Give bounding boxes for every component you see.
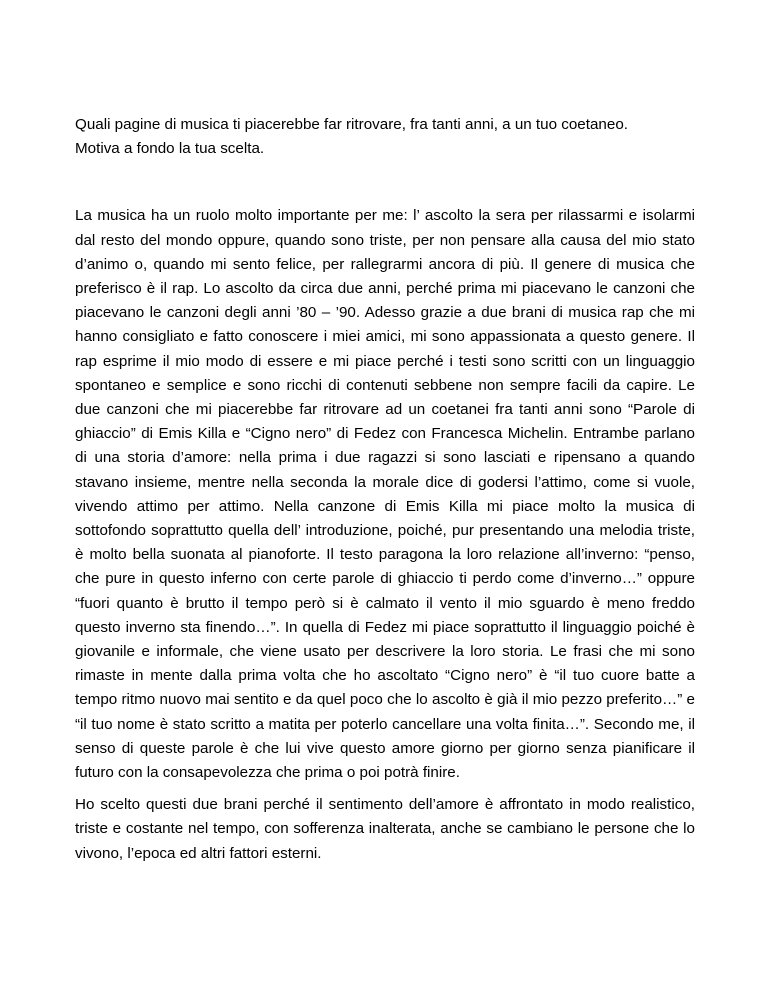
prompt-line-2: Motiva a fondo la tua scelta.: [75, 140, 265, 158]
essay-paragraph-1: La musica ha un ruolo molto importante per me: l’ ascolto la sera per rilassarmi e isolarmi dal resto del mondo oppure, quando sono triste, per non pensare alla causa del mio stato d’animo o, quando mi sento felice, per rallegrarmi ancora di più. Il genere di musica che preferisco è il rap. Lo ascolto da circa due anni, perché prima mi piacevano le canzoni che piacevano le canzoni degli anni ’80 – ’90. Adesso grazie a due brani di musica rap che mi hanno consigliato e fatto conoscere i miei amici, mi sono appassionata a questo genere. Il rap esprime il mio modo di essere e mi piace perché i testi sono scritti con un linguaggio spontaneo e semplice e sono ricchi di contenuti sebbene non sempre facili da capire. Le due canzoni che mi piacerebbe far ritrovare ad un coetanei fra tanti anni sono “Parole di ghiaccio” di Emis Killa e “Cigno nero” di Fedez con Francesca Michelin. Entrambe parlano di una storia d’amore: nella prima i due ragazzi si sono lasciati e ripensano a quando stavano insieme, mentre nella seconda la morale dice di godersi l’attimo, come si vuole, vivendo attimo per attimo. Nella canzone di Emis Killa mi piace molto la musica di sottofondo soprattutto quella dell’ introduzione, poiché, pur presentando una melodia triste, è molto bella suonata al pianoforte. Il testo paragona la loro relazione all’inverno: “penso, che pure in questo inferno con certe parole di ghiaccio ti perdo come d’inverno…” oppure “fuori quanto è brutto il tempo però si è calmato il vento il mio sguardo è meno freddo questo inverno sta finendo…”. In quella di Fedez mi piace soprattutto il linguaggio poiché è giovanile e informale, che viene usato per descrivere la loro storia. Le frasi che mi sono rimaste in mente dalla prima volta che ho ascoltato “Cigno nero” è “il tuo cuore batte a tempo ritmo nuovo mai sentito e da quel poco che lo ascolto è già il mio pezzo preferito…” e “il tuo nome è stato scritto a matita per poterlo cancellare una volta finita…”. Secondo me, il senso di queste parole è che lui vive questo amore giorno per giorno senza pianificare il futuro con la consapevolezza che prima o poi potrà finire.: [75, 207, 695, 782]
document-page: [75, 113, 695, 866]
prompt-line-1: Quali pagine di musica ti piacerebbe far ritrovare, fra tanti anni, a un tuo coetaneo.: [75, 116, 628, 133]
essay-prompt: [75, 113, 695, 161]
essay-body: [75, 204, 695, 865]
essay-paragraph-2: Ho scelto questi due brani perché il sentimento dell’amore è affrontato in modo realistico, triste e costante nel tempo, con sofferenza inalterata, anche se cambiano le persone che lo vivono, l’epoca ed altri fattori esterni.: [75, 796, 695, 862]
